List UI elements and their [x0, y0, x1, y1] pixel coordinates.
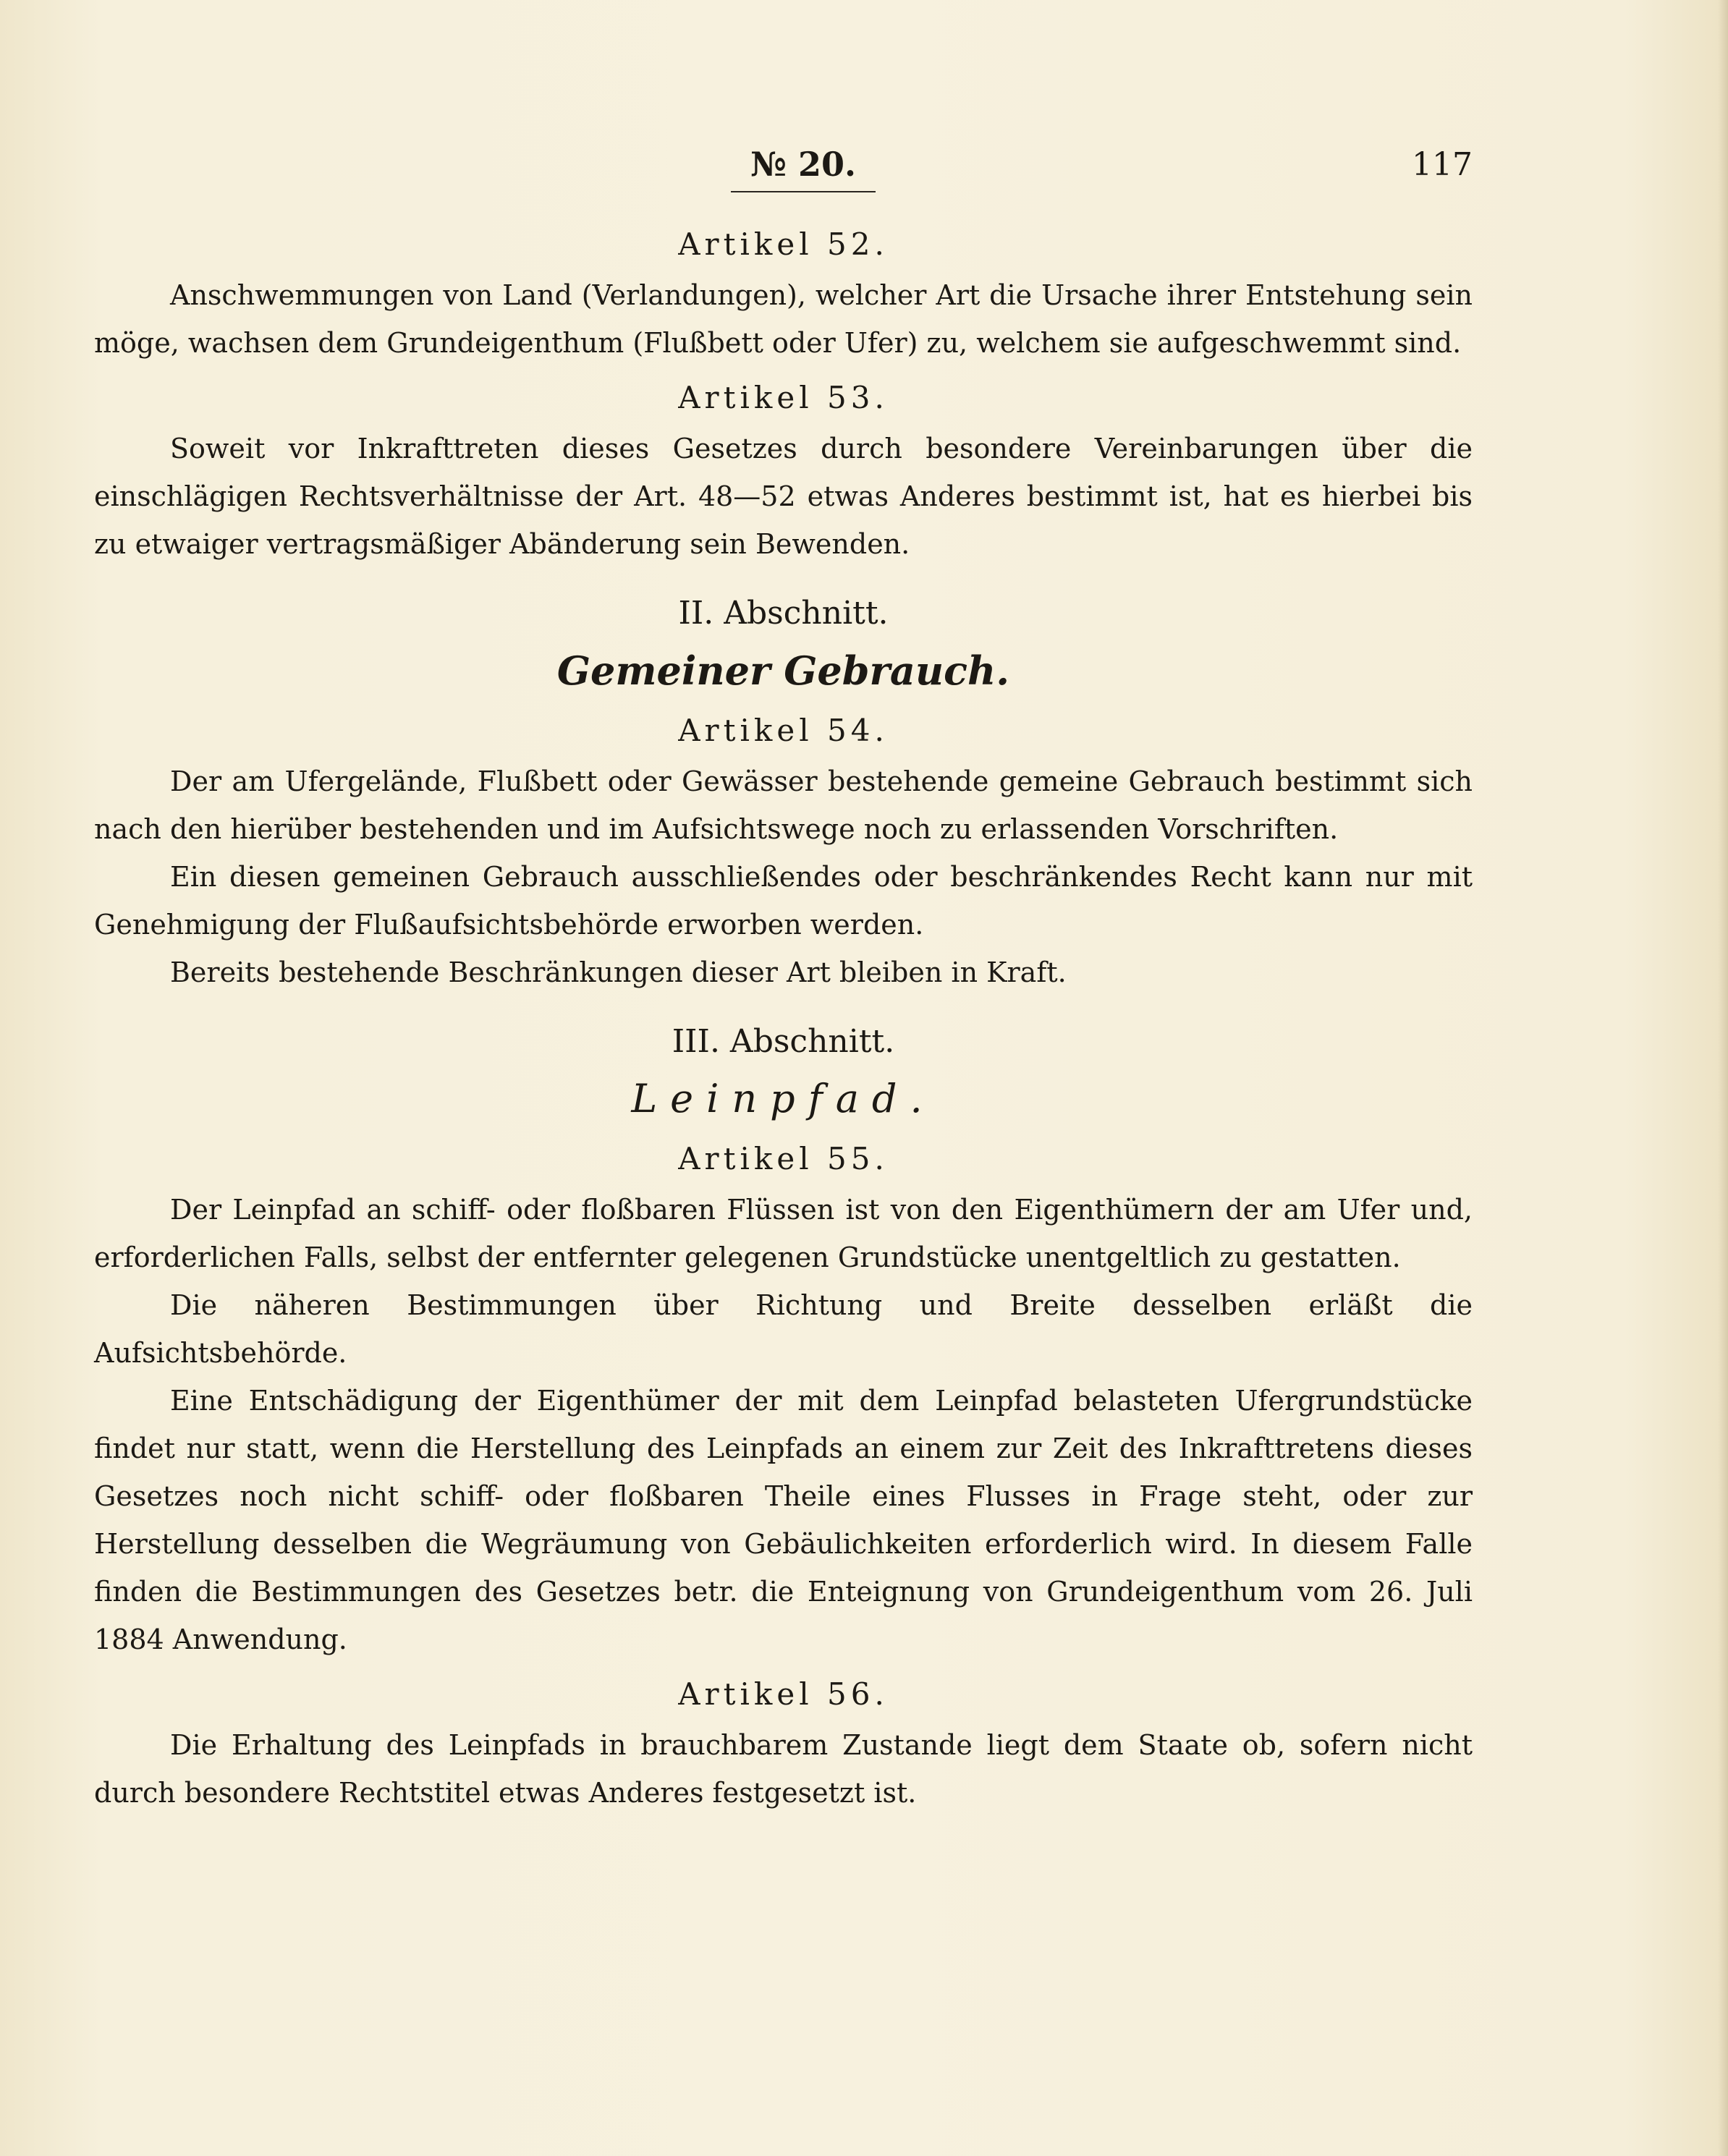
article-54-title: Artikel 54. — [678, 713, 889, 748]
article-53-title: Artikel 53. — [678, 380, 889, 415]
issue-number: № 20. — [750, 145, 857, 184]
section-3-number: III. Abschnitt. — [672, 1023, 895, 1060]
article-56-paragraph: Die Erhaltung des Leinpfads in brauchbarem Zustande liegt dem Staate ob, sofern nicht durch besondere Rechtstitel etwas Anderes festgesetzt ist. — [94, 1729, 1473, 1809]
article-52-paragraph: Anschwemmungen von Land (Verlandungen), welcher Art die Ursache ihrer Entstehung sein möge, wachsen dem Grundeigenthum (Flußbett oder Ufer) zu, welchem sie aufgeschwemmt sind. — [94, 279, 1473, 359]
article-52-title: Artikel 52. — [678, 226, 889, 262]
article-55-paragraph-2: Die näheren Bestimmungen über Richtung und Breite desselben erläßt die Aufsichtsbehörde. — [94, 1289, 1473, 1369]
page-header — [94, 145, 1473, 195]
section-2-title: Gemeiner Gebrauch. — [556, 648, 1010, 694]
article-55-paragraph-1: Der Leinpfad an schiff- oder floßbaren Flüssen ist von den Eigenthümern der am Ufer und, erforderlichen Falls, selbst der entfernter gelegenen Grundstücke unentgeltlich zu gestatten. — [94, 1194, 1473, 1273]
article-54-paragraph-2: Ein diesen gemeinen Gebrauch ausschließendes oder beschränkendes Recht kann nur mit Genehmigung der Flußaufsichtsbehörde erworben werden. — [94, 861, 1473, 941]
article-56-title: Artikel 56. — [678, 1676, 889, 1712]
article-55-title: Artikel 55. — [678, 1141, 889, 1176]
article-54-paragraph-1: Der am Ufergelände, Flußbett oder Gewässer bestehende gemeine Gebrauch bestimmt sich nach den hierüber bestehenden und im Aufsichtswege noch zu erlassenden Vorschriften. — [94, 765, 1473, 845]
document-body — [94, 213, 1473, 1817]
page-edge-shadow — [1718, 0, 1728, 2156]
section-3-title: Leinpfad. — [631, 1076, 936, 1121]
section-2-number: II. Abschnitt. — [678, 595, 889, 632]
issue-number-underline — [731, 191, 876, 192]
page-number: 117 — [1412, 146, 1473, 183]
article-55-paragraph-3: Eine Entschädigung der Eigenthümer der mit dem Leinpfad belasteten Ufergrundstücke findet nur statt, wenn die Herstellung des Leinpfads an einem zur Zeit des Inkrafttretens dieses Gesetzes noch nicht schiff- oder floßbaren Theile eines Flusses in Frage steht, oder zur Herstellung desselben die Wegräumung von Gebäulichkeiten erforderlich wird. In diesem Falle finden die Bestimmungen des Gesetzes betr. die Enteignung von Grundeigenthum vom 26. Juli 1884 Anwendung. — [94, 1385, 1473, 1655]
article-53-paragraph: Soweit vor Inkrafttreten dieses Gesetzes durch besondere Vereinbarungen über die einschlägigen Rechtsverhältnisse der Art. 48—52 etwas Anderes bestimmt ist, hat es hierbei bis zu etwaiger vertragsmäßiger Abänderung sein Bewenden. — [94, 433, 1473, 560]
article-54-paragraph-3: Bereits bestehende Beschränkungen dieser Art bleiben in Kraft. — [170, 956, 1067, 988]
